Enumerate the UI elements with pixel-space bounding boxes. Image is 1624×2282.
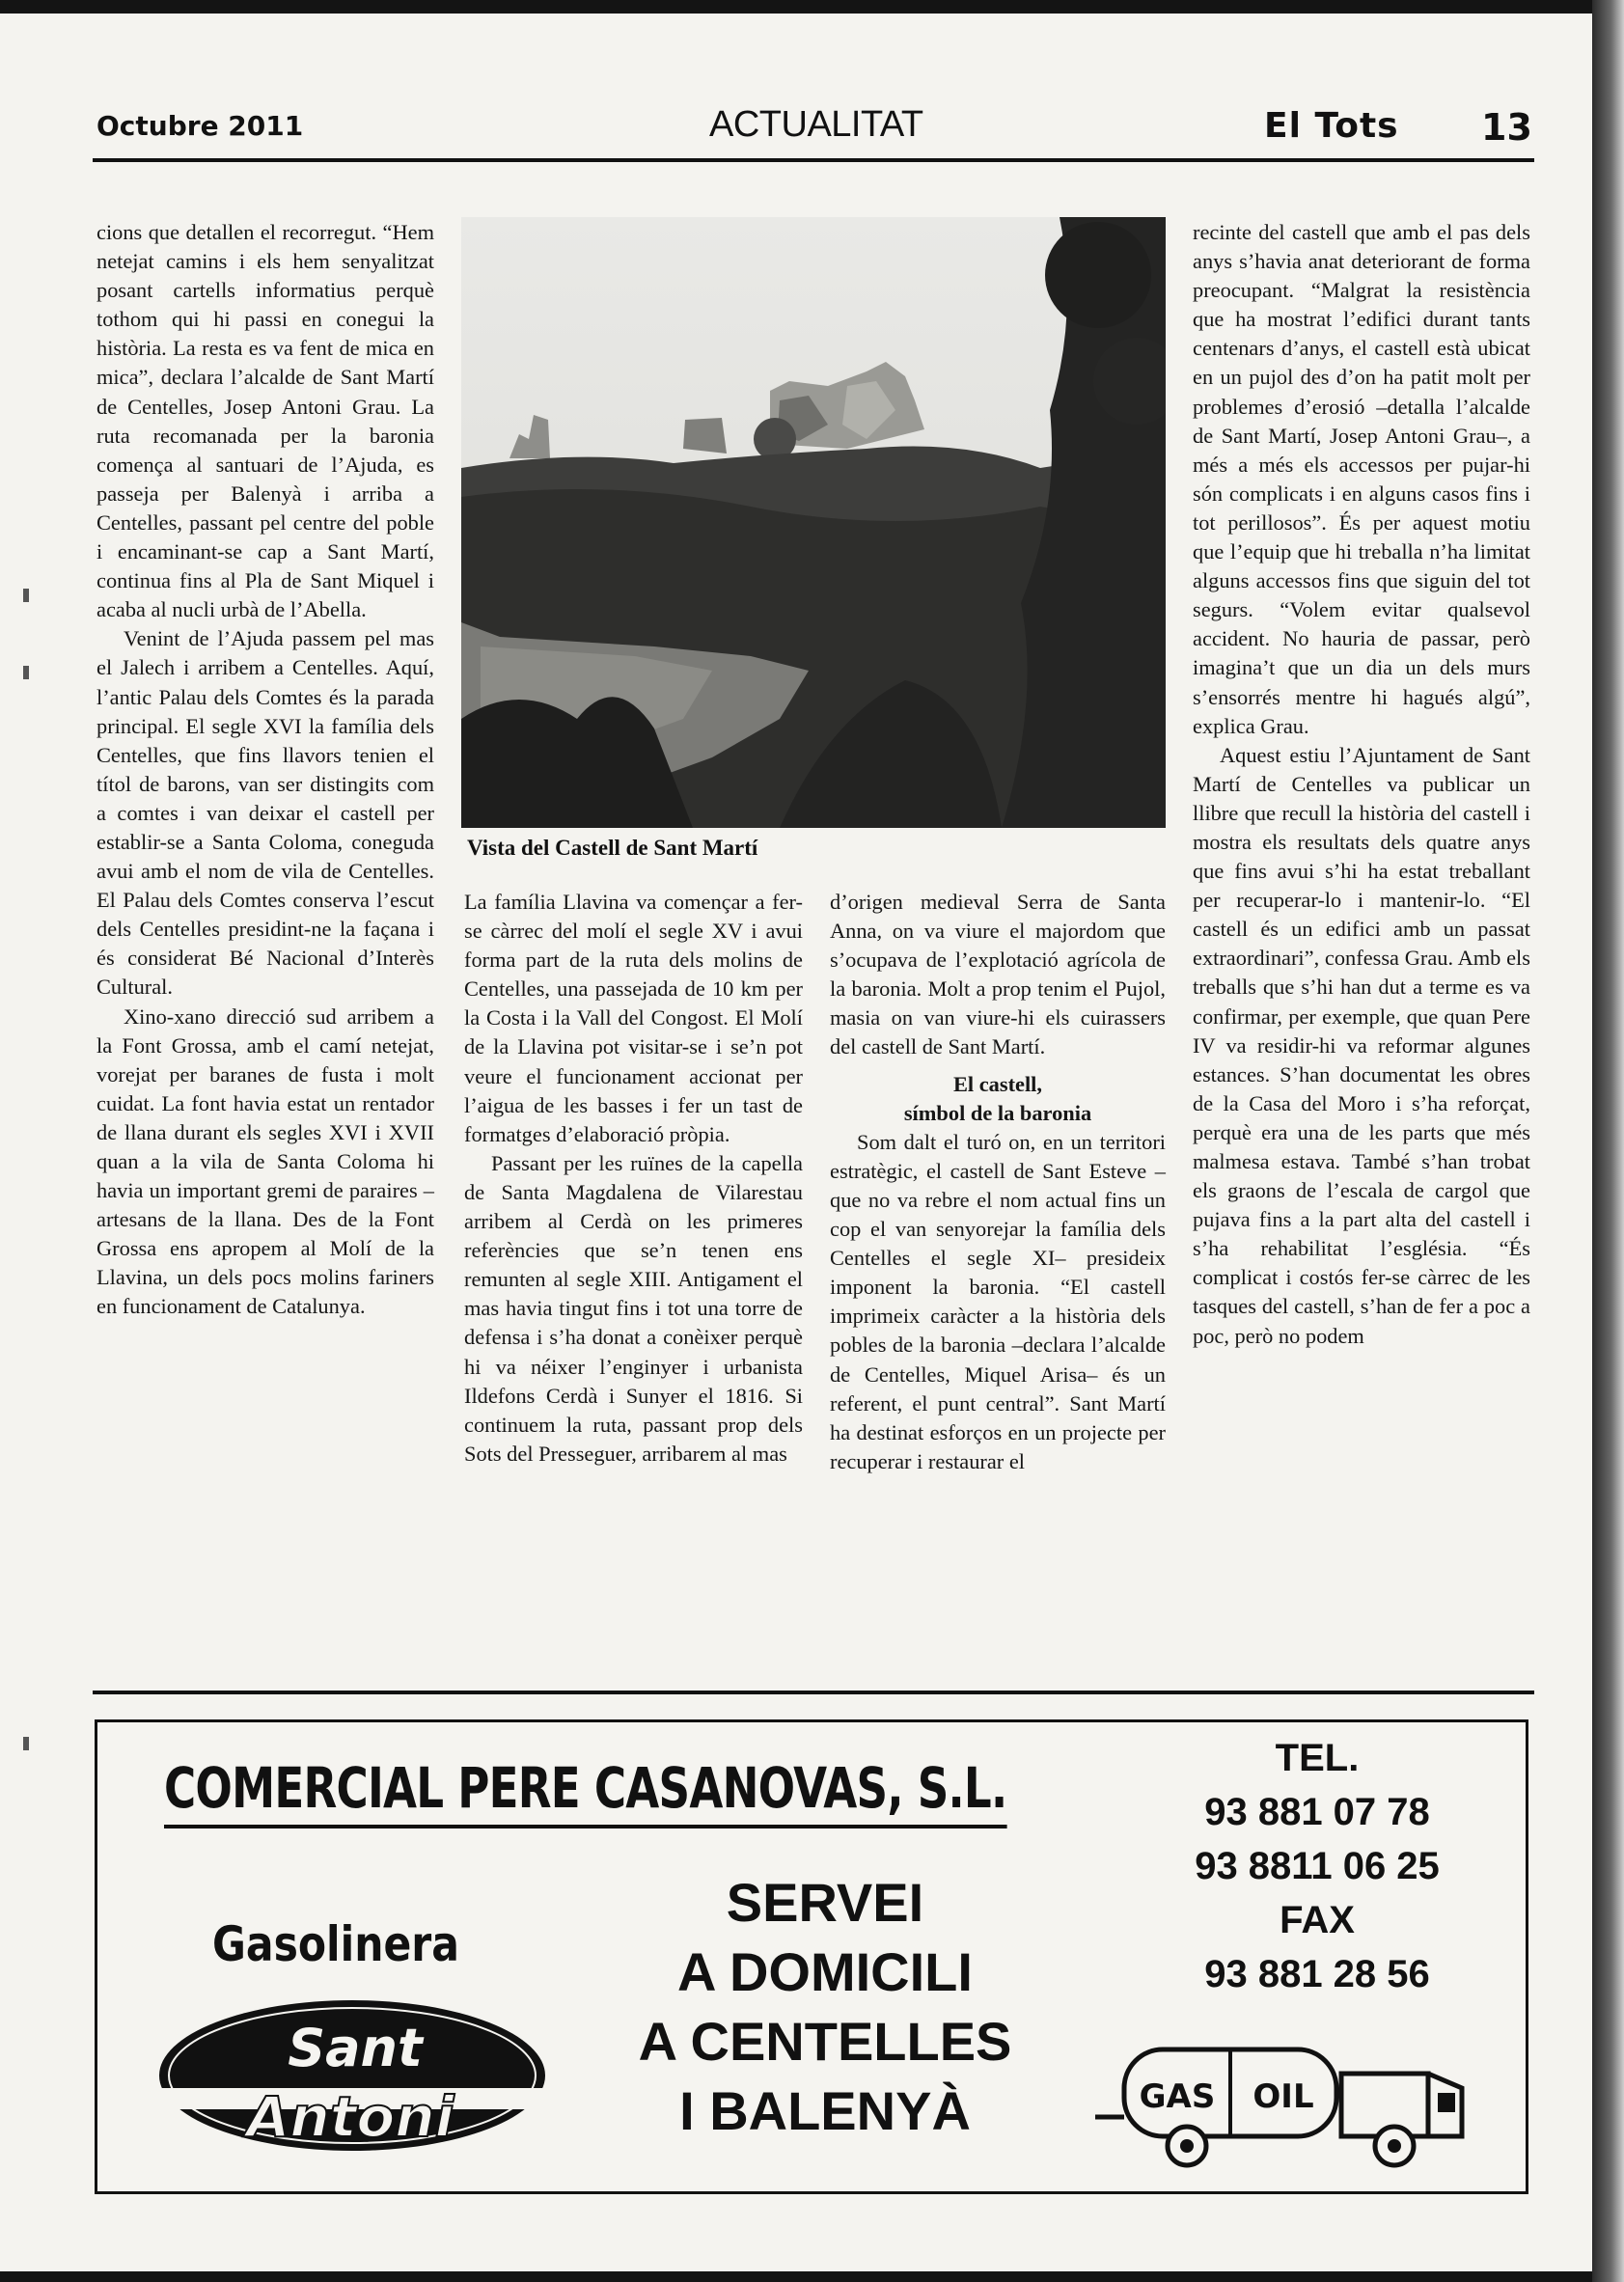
service-line: A CENTELLES <box>638 2011 1012 2072</box>
subheading-line-1: El castell, <box>952 1071 1043 1096</box>
phone-number: 93 881 07 78 <box>1204 1791 1430 1833</box>
publication-name: El Tots <box>1264 106 1399 146</box>
sant-antoni-logo <box>152 1996 553 2156</box>
binding-mark <box>23 1737 29 1750</box>
paragraph: Xino-xano direcció sud arribem a la Font Grossa, amb el camí netejat, vorejat per baranes de fusta i molt cuidat. La font havia estat un rentador de llana durant els segles XVI i XVII quan a la vila de Santa Coloma hi havia un important gremi de paraires –artesans de la llana. Des de la Font Grossa ens apropem al Molí de la Llavina, un dels pocs molins fariners en funcionament de Catalunya. <box>96 1004 434 1319</box>
truck-label-oil: OIL <box>1252 2077 1314 2116</box>
logo-text-sant: Sant <box>288 2018 423 2078</box>
ad-company-name: COMERCIAL PERE CASANOVAS, S.L. <box>164 1755 1006 1828</box>
article-column-2 <box>464 888 803 1469</box>
page-number: 13 <box>1481 106 1532 149</box>
ad-separator-rule <box>93 1691 1534 1694</box>
photo-caption: Vista del Castell de Sant Martí <box>467 836 758 860</box>
ad-contact-block <box>1134 1731 1500 2001</box>
fuel-truck-icon <box>1095 2016 1472 2170</box>
paragraph: recinte del castell que amb el pas dels anys s’havia anat deteriorant de forma preocupant. “Malgrat la resistència que ha mostrat l’edifici durant tants centenars d’anys, el castell està ubicat en un pujol des d’on ha patit molt per problemes d’erosió –detalla l’alcalde de Sant Martí, Josep Antoni Grau–, a més a més els accessos per pujar-hi són complicats i en alguns casos fins i tot perillosos”. És per aquest motiu que l’equip que hi treballa n’ha limitat alguns accessos fins que siguin del tot segurs. “Volem evitar qualsevol accident. No hauria de passar, però imagina’t que un dia un dels murs s’ensorrés mentre hi hagués algú”, explica Grau. <box>1193 220 1530 738</box>
article-column-1 <box>96 218 434 1322</box>
binding-mark <box>23 666 29 679</box>
logo-text-antoni: Antoni <box>246 2084 454 2150</box>
article-column-3 <box>830 888 1166 1476</box>
castle-photo-image <box>461 217 1166 828</box>
subheading <box>830 1070 1166 1128</box>
section-title: ACTUALITAT <box>709 104 923 145</box>
paragraph: d’origen medieval Serra de Santa Anna, on va viure el majordom que s’ocupava de l’explotació agrícola de la baronia. Molt a prop tenim el Pujol, masia on van viure-hi els cuirassers del castell de Sant Martí. <box>830 890 1166 1059</box>
paragraph: Venint de l’Ajuda passem pel mas el Jalech i arribem a Centelles. Aquí, l’antic Palau dels Comtes és la parada principal. El segle XVI la família dels Centelles, que fins llavors tenien el títol de barons, van ser distingits com a comtes i van deixar el castell per establir-se a Santa Coloma, coneguda avui amb el nom de vila de Centelles. El Palau dels Comtes conserva l’escut dels Centelles presidint-ne la façana i és considerat Bé Nacional d’Interès Cultural. <box>96 626 434 1000</box>
magazine-page <box>0 14 1592 2271</box>
fax-number: 93 881 28 56 <box>1204 1953 1430 1995</box>
page-edge-shadow <box>1592 0 1624 2282</box>
article-column-4 <box>1193 218 1530 1351</box>
service-line: I BALENYÀ <box>679 2080 971 2141</box>
subheading-line-2: símbol de la baronia <box>903 1100 1092 1125</box>
ad-gasolinera-label: Gasolinera <box>212 1916 459 1972</box>
paragraph: La família Llavina va començar a fer-se càrrec del molí el segle XV i avui forma part de la ruta dels molins de Centelles, una passejada de 10 km per la Costa i la Vall del Congost. El Molí de la Llavina pot visitar-se i se’n pot veure el funcionament accionat per l’aigua de les basses i fer un tast de formatges d’elaboració pròpia. <box>464 890 803 1146</box>
paragraph: cions que detallen el recorregut. “Hem netejat camins i els hem senyalitzat posant cartells informatius perquè tothom qui hi passi en conegui la història. La resta es va fent de mica en mica”, declara l’alcalde de Sant Martí de Centelles, Josep Antoni Grau. La ruta recomanada per la baronia comença al santuari de l’Ajuda, es passeja per Balenyà i arriba a Centelles, passant pel centre del poble i encaminant-se cap a Sant Martí, continua fins al Pla de Sant Miquel i acaba al nucli urbà de l’Abella. <box>96 220 434 622</box>
paragraph: Passant per les ruïnes de la capella de Santa Magdalena de Vilarestau arribem al Cerdà on les primeres referències que se’n tenen ens remunten al segle XIII. Antigament el mas havia tingut fins i tot una torre de defensa i s’ha donat a conèixer perquè hi va néixer l’enginyer i urbanista Ildefons Cerdà i Sunyer el 1816. Si continuem la ruta, passant prop dels Sots del Presseguer, arribarem al mas <box>464 1150 803 1466</box>
paragraph: Som dalt el turó on, en un territori estratègic, el castell de Sant Esteve –que no va rebre el nom actual fins un cop el van senyorejar la família dels Centelles el segle XI– presideix imponent la baronia. “El castell imprimeix caràcter a la història dels pobles de la baronia –declara l’alcalde de Centelles, Miquel Arisa– és un referent, el punt central”. Sant Martí ha destinat esforços en un projecte per recuperar i restaurar el <box>830 1129 1166 1473</box>
castle-photo <box>461 217 1166 828</box>
tel-label: TEL. <box>1275 1737 1360 1779</box>
truck-label-gas: GAS <box>1139 2077 1216 2116</box>
service-line: A DOMICILI <box>677 1941 973 2002</box>
header-rule <box>93 158 1534 162</box>
service-line: SERVEI <box>726 1872 924 1933</box>
fax-label: FAX <box>1280 1899 1355 1941</box>
phone-number: 93 8811 06 25 <box>1195 1845 1440 1887</box>
paragraph: Aquest estiu l’Ajuntament de Sant Martí de Centelles va publicar un llibre que recull la història del castell i mostra els resultats dels quatre anys que fins avui s’hi ha estat treballant per recuperar-lo i mantenir-lo. “El castell és un edifici amb un passat extraordinari”, confessa Grau. Amb els treballs que s’hi han dut a terme es va confirmar, per exemple, que quan Pere IV va residir-hi va reformar algunes estances. S’han documentat les obres de la Casa del Moro i s’ha reforçat, perquè era una de les parts que més malmesa estava. També s’han trobat els graons de l’escala de cargol que pujava fins a la part alta del castell i s’ha rehabilitat l’església. “És complicat i costós fer-se càrrec de les tasques del castell, s’han de fer a poc a poc, però no podem <box>1193 742 1530 1348</box>
ad-service-text <box>598 1868 1052 2146</box>
binding-mark <box>23 589 29 602</box>
issue-date: Octubre 2011 <box>96 110 304 142</box>
